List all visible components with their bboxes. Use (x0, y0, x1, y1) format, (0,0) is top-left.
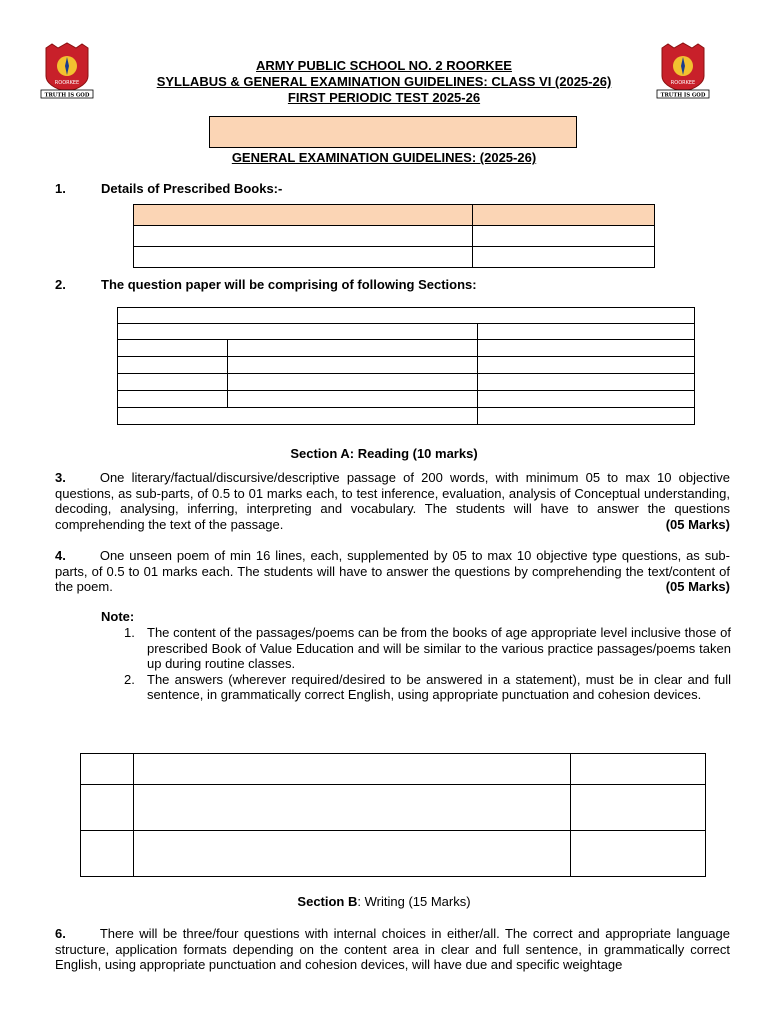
svg-text:ROORKEE: ROORKEE (54, 80, 80, 86)
sections-table (117, 307, 695, 425)
paragraph-6-text: There will be three/four questions with internal choices in either/all. The correct and appropriate language structure, application formats depending on the content area in clear and full sentence, in grammatically correct English, using appropriate punctuation and cohesion devices, will have due and specific weightage (55, 926, 730, 972)
item-1-number: 1. (55, 181, 66, 196)
svg-text:ROORKEE: ROORKEE (670, 80, 696, 86)
subject-box (209, 116, 577, 148)
note-title: Note: (101, 609, 135, 624)
svg-text:TRUTH IS GOD: TRUTH IS GOD (44, 92, 90, 99)
sections-table-row (118, 357, 695, 374)
paragraph-3-number: 3. (55, 470, 66, 485)
writing-table-row (81, 831, 706, 877)
books-table-row (134, 247, 655, 268)
writing-table (80, 753, 706, 877)
guidelines-title: GENERAL EXAMINATION GUIDELINES: (2025-26) (231, 150, 537, 165)
sections-table-row (118, 340, 695, 357)
sections-table-row (118, 308, 695, 324)
paragraph-4-text: One unseen poem of min 16 lines, each, supplemented by 05 to max 10 objective type questions, as sub-parts, of 0.5 to 01 marks each. The students will have to answer the questions by comprehending the text/content of the poem. (55, 548, 730, 594)
paragraph-3-marks: (05 Marks) (665, 516, 730, 532)
paragraph-4-number: 4. (55, 548, 66, 563)
books-table (133, 204, 655, 268)
sections-table-row (118, 324, 695, 340)
paragraph-4-marks: (05 Marks) (665, 579, 730, 594)
books-table-row (134, 226, 655, 247)
sections-table-row (118, 391, 695, 408)
item-1-label: Details of Prescribed Books:- (101, 181, 283, 196)
item-2-number: 2. (55, 277, 66, 292)
writing-table-row (81, 785, 706, 831)
paragraph-6 (55, 926, 730, 973)
paragraph-6-number: 6. (55, 926, 66, 941)
paragraph-4 (55, 548, 730, 595)
item-2-label: The question paper will be comprising of following Sections: (101, 277, 477, 292)
section-b-title: Section B: Writing (15 Marks) (297, 894, 471, 909)
paragraph-3-text: One literary/factual/discursive/descriptive passage of 200 words, with minimum 05 to max 10 objective questions, as sub-parts, of 0.5 to 01 marks each, to test inference, evaluation, analysis of Conceptual understanding, decoding, analysing, inferring, interpreting and vocabulary. The students will have to answer the questions comprehending the text of the passage. (55, 470, 730, 532)
school-name: ARMY PUBLIC SCHOOL NO. 2 ROORKEE (256, 58, 512, 73)
test-title: FIRST PERIODIC TEST 2025-26 (287, 90, 481, 105)
paragraph-3 (55, 470, 730, 532)
note-item: 2. The answers (wherever required/desired to be answered in a statement), must be in clear and full sentence, in grammatically correct English, using appropriate punctuation and cohesion devices. (124, 671, 731, 702)
svg-text:TRUTH IS GOD: TRUTH IS GOD (660, 92, 706, 99)
section-a-title: Section A: Reading (10 marks) (290, 446, 478, 461)
books-table-header (134, 205, 655, 226)
sections-table-row (118, 408, 695, 425)
note-item: 1. The content of the passages/poems can be from the books of age appropriate level inclusive those of prescribed Book of Value Education and will be similar to the various practice passages/poems taken up during routine classes. (124, 625, 731, 671)
writing-table-row (81, 754, 706, 785)
syllabus-title: SYLLABUS & GENERAL EXAMINATION GUIDELINES: CLASS VI (2025-26) (156, 74, 612, 89)
sections-table-row (118, 374, 695, 391)
note-list (124, 625, 731, 703)
